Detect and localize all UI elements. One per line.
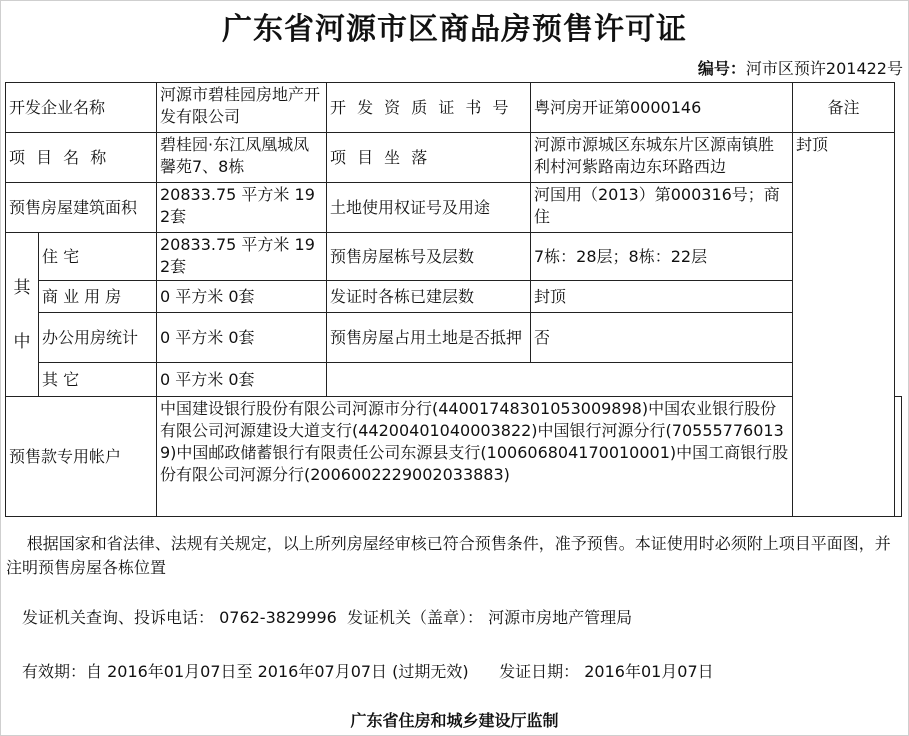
other-label: 其 它	[39, 363, 157, 397]
row-project	[6, 133, 902, 183]
commercial-label: 商 业 用 房	[39, 281, 157, 313]
account-value: 中国建设银行股份有限公司河源市分行(44001748301053009898)中国农业银行股份有限公司河源建设大道支行(44200401040003822)中国银行河源分行(705557760139)中国邮政储蓄银行有限责任公司东源县支行(100606804170010001)中国工商银行股份有限公司河源分行(2006002229002033883)	[157, 397, 793, 517]
commercial-value: 0 平方米 0套	[157, 281, 327, 313]
buildings-label: 预售房屋栋号及层数	[327, 233, 531, 281]
land-cert-label: 土地使用权证号及用途	[327, 183, 531, 233]
statement-text: 根据国家和省法律、法规有关规定，以上所列房屋经审核已符合预售条件，准予预售。本证使用时必须附上项目平面图，并注明预售房屋各栋位置	[6, 534, 891, 577]
project-name-value: 碧桂园·东江凤凰城凤馨苑7、8栋	[157, 133, 327, 183]
location-value: 河源市源城区东城东片区源南镇胜利村河紫路南边东环路西边	[531, 133, 793, 183]
remarks-value: 封顶	[793, 133, 895, 517]
other-value: 0 平方米 0套	[157, 363, 327, 397]
row-account	[6, 397, 902, 517]
land-cert-value: 河国用（2013）第000316号；商住	[531, 183, 793, 233]
built-floors-value: 封顶	[531, 281, 793, 313]
among-label: 其中	[6, 233, 39, 397]
page-title: 广东省河源市区商品房预售许可证	[222, 12, 687, 47]
land-mortgage-value: 否	[531, 313, 793, 363]
row-area	[6, 183, 902, 233]
developer-label: 开发企业名称	[6, 83, 157, 133]
developer-value: 河源市碧桂园房地产开发有限公司	[157, 83, 327, 133]
residential-value: 20833.75 平方米 192套	[157, 233, 327, 281]
serial-label: 编号：	[697, 59, 746, 78]
certificate-table	[5, 82, 902, 517]
residential-label: 住 宅	[39, 233, 157, 281]
remarks-label: 备注	[793, 83, 895, 133]
empty-cell	[327, 363, 793, 397]
land-mortgage-label: 预售房屋占用土地是否抵押	[327, 313, 531, 363]
qualification-label: 开 发 资 质 证 书 号	[327, 83, 531, 133]
office-value: 0 平方米 0套	[157, 313, 327, 363]
contact-line: 发证机关查询、投诉电话： 0762-3829996 发证机关（盖章）： 河源市房地产管理局	[22, 608, 633, 627]
presale-area-value: 20833.75 平方米 192套	[157, 183, 327, 233]
row-developer	[6, 83, 902, 133]
built-floors-label: 发证时各栋已建层数	[327, 281, 531, 313]
row-other	[6, 363, 902, 397]
account-label: 预售款专用帐户	[6, 397, 157, 517]
location-label: 项 目 坐 落	[327, 133, 531, 183]
validity-line: 有效期：自 2016年01月07日至 2016年07月07日 (过期无效) 发证日期： 2016年01月07日	[22, 662, 714, 681]
row-commercial	[6, 281, 902, 313]
row-residential	[6, 233, 902, 281]
presale-area-label: 预售房屋建筑面积	[6, 183, 157, 233]
project-name-label: 项 目 名 称	[6, 133, 157, 183]
buildings-value: 7栋：28层；8栋：22层	[531, 233, 793, 281]
row-office	[6, 313, 902, 363]
office-label: 办公用房统计	[39, 313, 157, 363]
account-remarks	[895, 397, 902, 517]
serial-number	[698, 56, 903, 79]
serial-value: 河市区预许201422号	[745, 59, 903, 78]
qualification-value: 粤河房开证第0000146	[531, 83, 793, 133]
issuer-footer: 广东省住房和城乡建设厅监制	[350, 711, 559, 730]
